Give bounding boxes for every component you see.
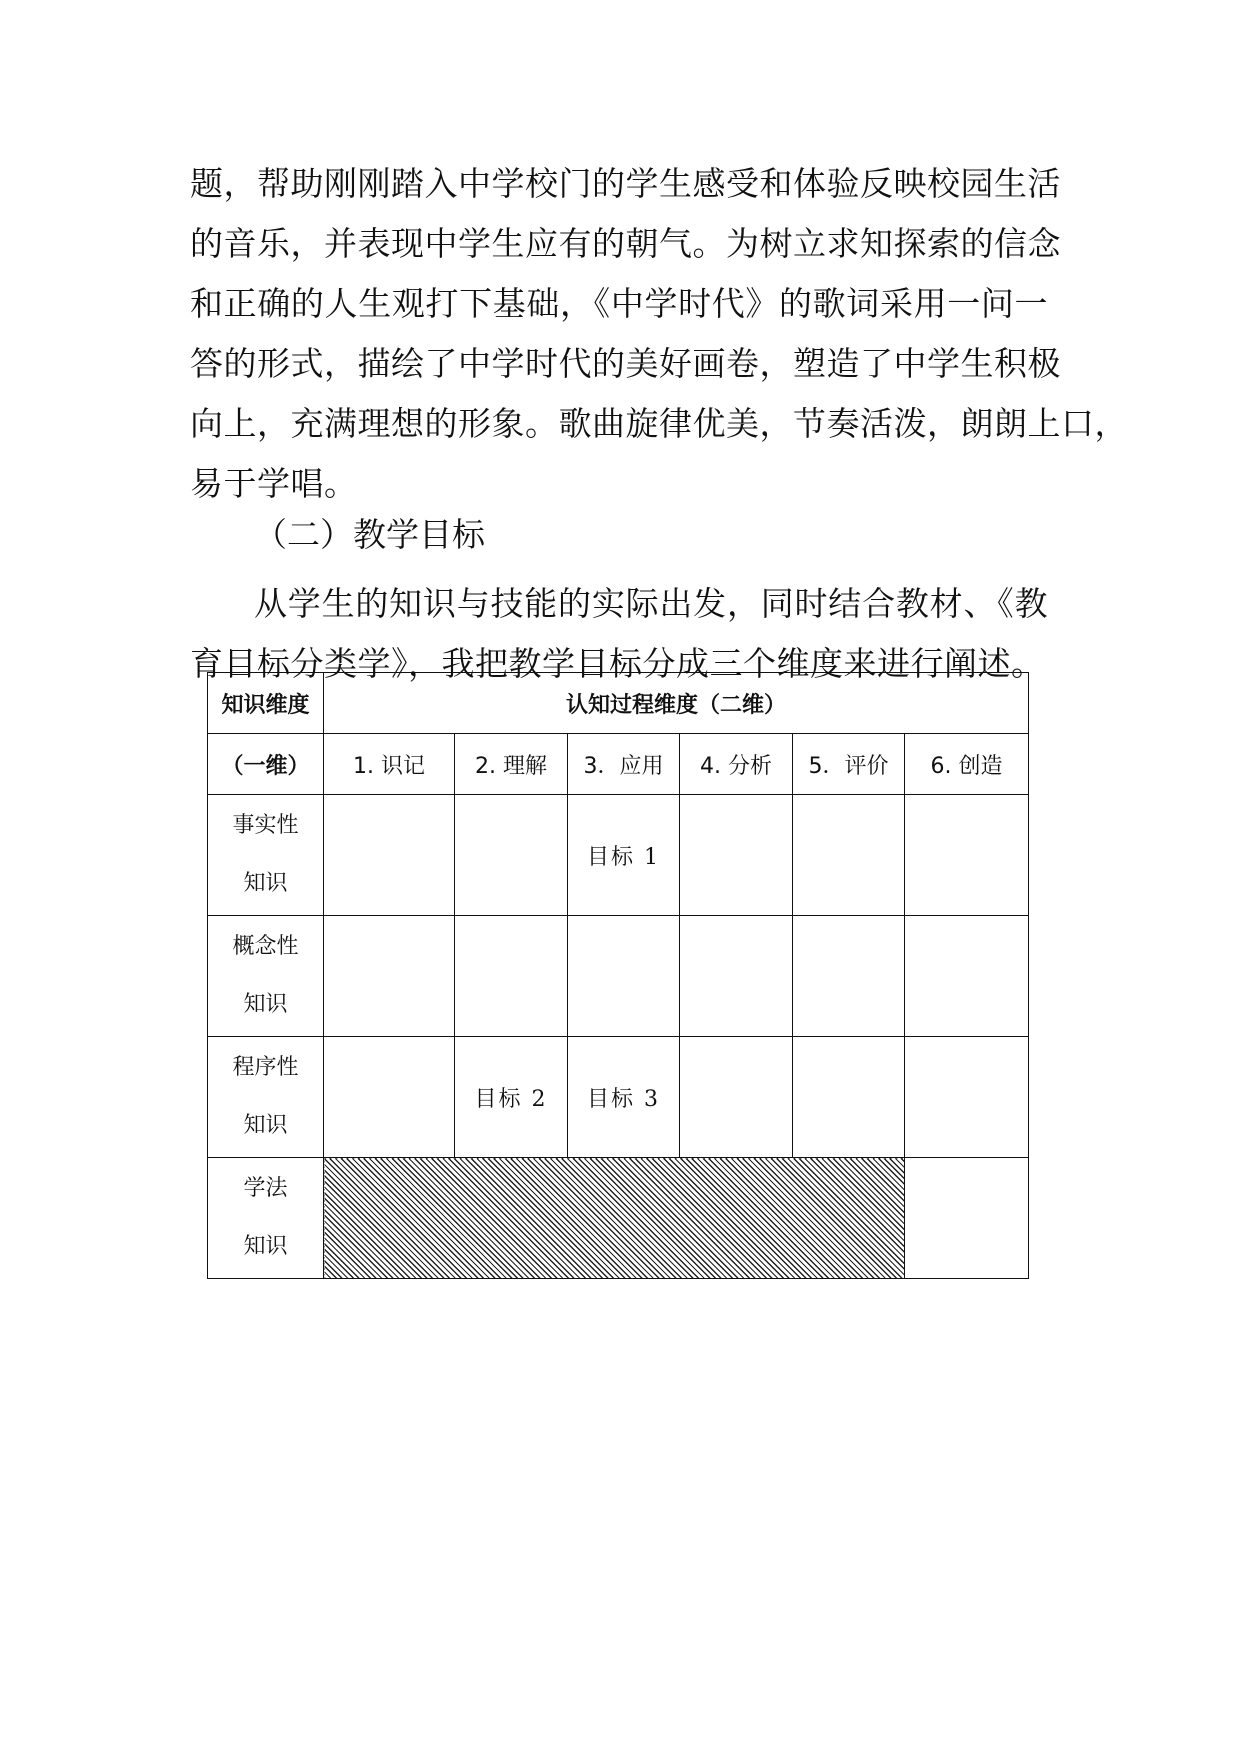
table-cell [793, 916, 905, 1037]
section-heading: （二）教学目标 [254, 515, 485, 554]
row-label-line-2: 知识 [243, 1113, 288, 1138]
paragraph-1-line-2: 的音乐，并表现中学生应有的朝气。为树立求知探索的信念 [190, 224, 1061, 263]
table-cell [324, 795, 455, 916]
table-cell [455, 916, 568, 1037]
table-row-conceptual [208, 916, 1029, 1037]
hatched-cell [324, 1158, 905, 1279]
table-header-row-1 [208, 673, 1029, 734]
table-cell [680, 916, 793, 1037]
row-label-procedural [208, 1037, 324, 1158]
column-header-evaluate: 5．评价 [793, 734, 905, 795]
table-cell [680, 795, 793, 916]
table-cell [793, 1037, 905, 1158]
table-cell-goal-2: 目标 2 [455, 1037, 568, 1158]
paragraph-1-line-5: 向上，充满理想的形象。歌曲旋律优美，节奏活泼，朗朗上口， [190, 404, 1128, 443]
paragraph-1-line-3: 和正确的人生观打下基础，《中学时代》的歌词采用一问一 [190, 284, 1048, 323]
table-cell-goal-3: 目标 3 [568, 1037, 680, 1158]
table-cell [905, 1158, 1029, 1279]
paragraph-2-line-2: 育目标分类学》，我把教学目标分成三个维度来进行阐述。 [190, 644, 1045, 683]
table-cell [568, 916, 680, 1037]
table-cell [680, 1037, 793, 1158]
column-header-remember: 1. 识记 [324, 734, 455, 795]
row-label-line-1: 事实性 [232, 813, 299, 838]
paragraph-2-line-1: 从学生的知识与技能的实际出发，同时结合教材、《教 [254, 584, 1048, 623]
column-header-understand: 2. 理解 [455, 734, 568, 795]
column-header-apply: 3．应用 [568, 734, 680, 795]
teaching-goals-table [207, 672, 1029, 1279]
row-label-line-2: 知识 [243, 871, 288, 896]
knowledge-dimension-subheader: （一维） [208, 734, 324, 795]
table-row-learning-method [208, 1158, 1029, 1279]
paragraph-1-line-6: 易于学唱。 [190, 464, 358, 503]
table-row-factual [208, 795, 1029, 916]
table-row-procedural [208, 1037, 1029, 1158]
table-cell [455, 795, 568, 916]
knowledge-dimension-header: 知识维度 [208, 673, 324, 734]
table-cell [905, 1037, 1029, 1158]
table-cell [324, 1037, 455, 1158]
row-label-line-2: 知识 [243, 1234, 288, 1259]
row-label-learning-method [208, 1158, 324, 1279]
paragraph-1-line-1: 题，帮助刚刚踏入中学校门的学生感受和体验反映校园生活 [190, 164, 1061, 203]
table-header-row-2 [208, 734, 1029, 795]
column-header-analyze: 4. 分析 [680, 734, 793, 795]
row-label-line-1: 学法 [243, 1176, 288, 1201]
table-cell-goal-1: 目标 1 [568, 795, 680, 916]
row-label-factual [208, 795, 324, 916]
cognitive-process-header: 认知过程维度（二维） [324, 673, 1029, 734]
table-cell [324, 916, 455, 1037]
table-cell [905, 795, 1029, 916]
row-label-line-1: 程序性 [232, 1055, 299, 1080]
row-label-conceptual [208, 916, 324, 1037]
paragraph-1-line-4: 答的形式，描绘了中学时代的美好画卷，塑造了中学生积极 [190, 344, 1061, 383]
table-cell [793, 795, 905, 916]
column-header-create: 6. 创造 [905, 734, 1029, 795]
row-label-line-2: 知识 [243, 992, 288, 1017]
table-cell [905, 916, 1029, 1037]
row-label-line-1: 概念性 [232, 934, 299, 959]
